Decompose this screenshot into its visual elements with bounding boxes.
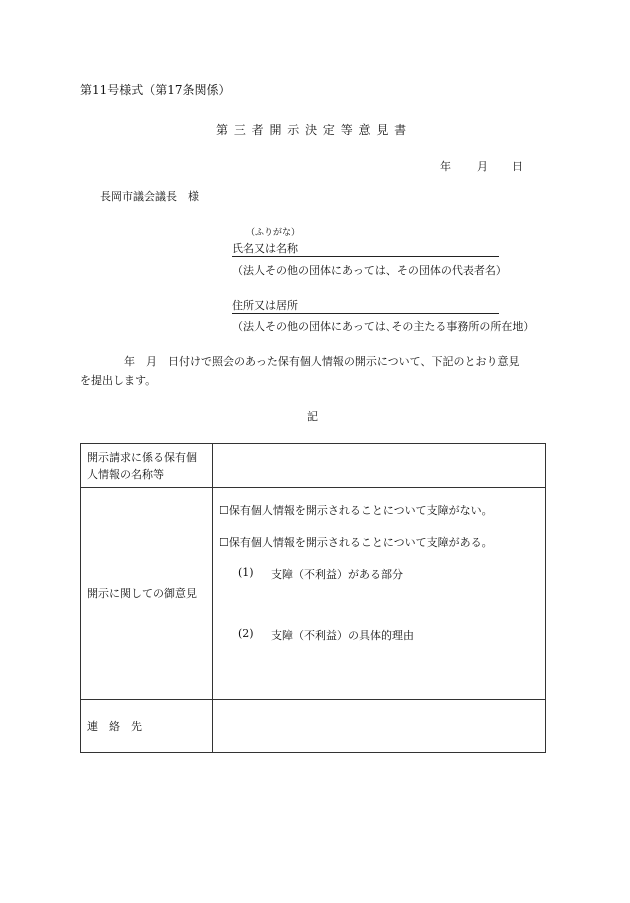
ki-heading: 記 <box>307 410 318 423</box>
opinion-value-cell <box>213 488 546 700</box>
opinion-table <box>80 443 546 753</box>
request-info-value-cell[interactable] <box>213 444 546 488</box>
address-note: （法人その他の団体にあっては､その主たる事務所の所在地） <box>232 320 535 333</box>
request-info-label-cell <box>81 444 213 488</box>
name-note: （法人その他の団体にあっては、その団体の代表者名） <box>232 264 507 277</box>
name-underline <box>232 256 499 257</box>
date-year: 年 <box>440 160 451 173</box>
body-line-2: を提出します。 <box>80 374 157 387</box>
option-no-objection[interactable]: ☐保有個人情報を開示されることについて支障がない。 <box>219 504 493 517</box>
request-info-label-line-2: 人情報の名称等 <box>87 467 164 481</box>
sub-item-2-number: (2) <box>238 627 254 640</box>
sub-item-1-text: 支障（不利益）がある部分 <box>271 568 403 581</box>
opinion-label-cell <box>81 488 213 700</box>
option-objection[interactable]: ☐保有個人情報を開示されることについて支障がある。 <box>219 536 493 549</box>
table-row <box>81 700 546 753</box>
contact-label-cell <box>81 700 213 753</box>
contact-label: 連 絡 先 <box>87 719 142 733</box>
form-number: 第11号様式（第17条関係） <box>80 83 231 97</box>
table-row <box>81 488 546 700</box>
address-label: 住所又は居所 <box>232 299 298 312</box>
document-title: 第 三 者 開 示 決 定 等 意 見 書 <box>216 123 408 137</box>
name-label: 氏名又は名称 <box>232 242 298 255</box>
sub-item-1-number: (1) <box>238 566 254 579</box>
address-underline <box>232 313 499 314</box>
table-row <box>81 444 546 488</box>
contact-value-cell[interactable] <box>213 700 546 753</box>
addressee: 長岡市議会議長 様 <box>100 190 199 203</box>
sub-item-2-text: 支障（不利益）の具体的理由 <box>271 629 414 642</box>
date-day: 日 <box>512 160 523 173</box>
date-month: 月 <box>477 160 488 173</box>
opinion-label: 開示に関しての御意見 <box>87 587 197 600</box>
furigana-label: （ふりがな） <box>246 228 301 238</box>
request-info-label-line-1: 開示請求に係る保有個 <box>87 450 197 464</box>
body-line-1: 年 月 日付けで照会のあった保有個人情報の開示について、下記のとおり意見 <box>124 355 520 368</box>
